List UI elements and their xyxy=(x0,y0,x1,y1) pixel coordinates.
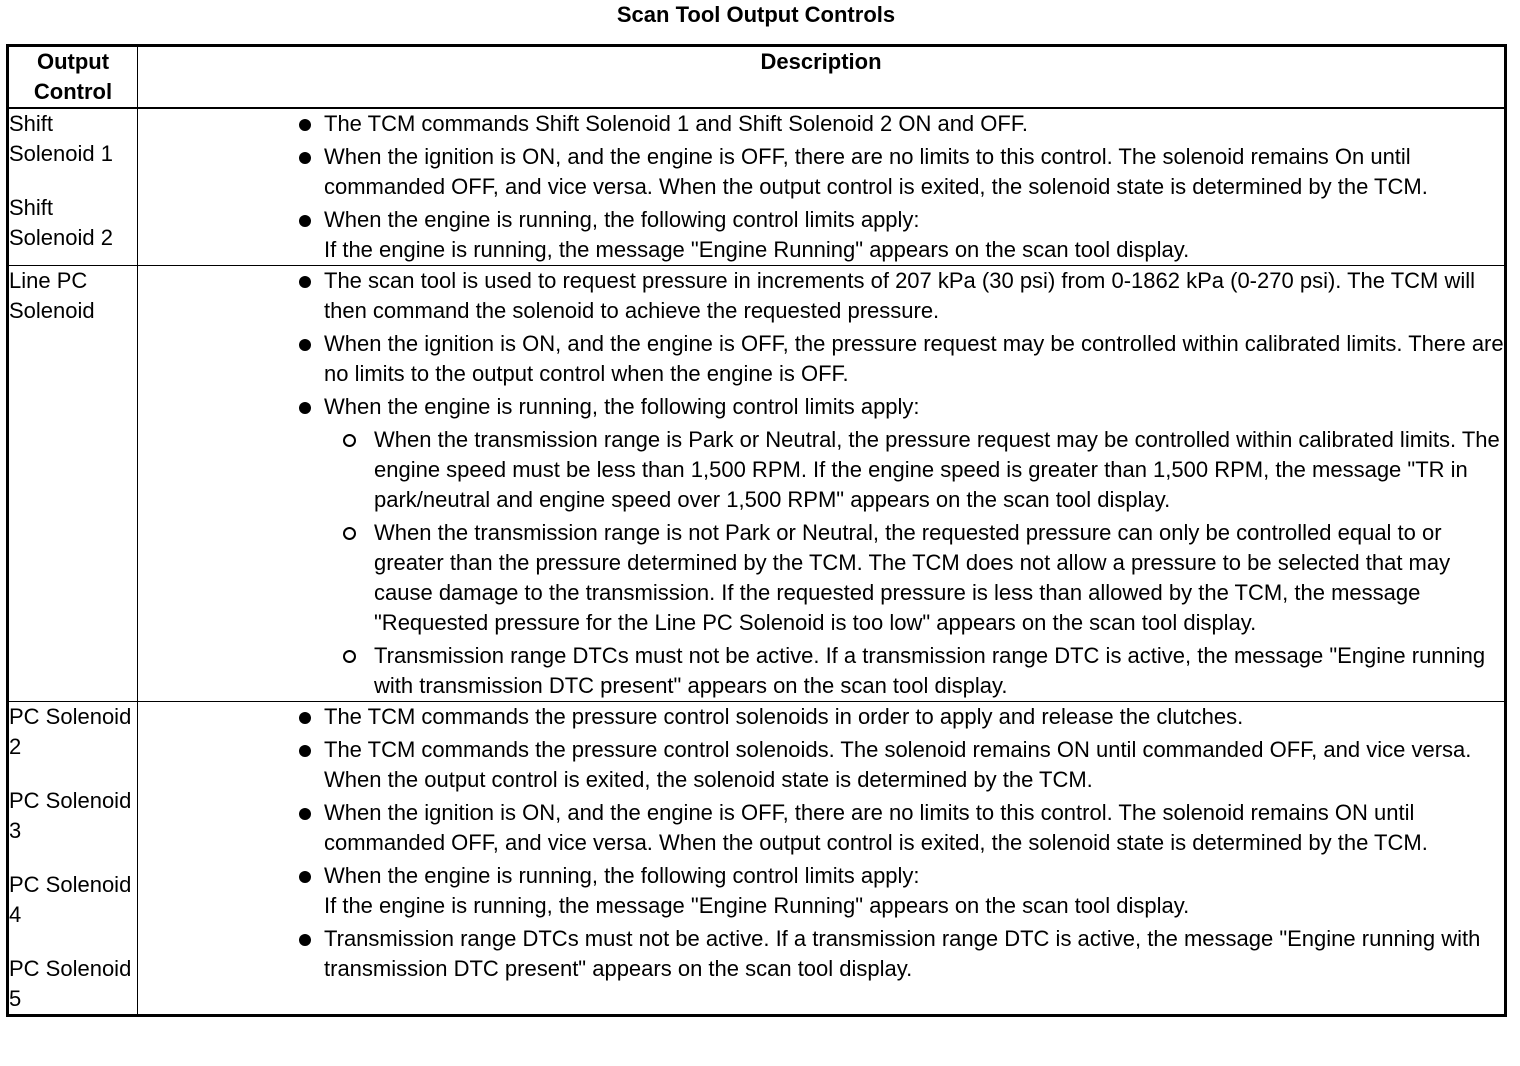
bullet-text: The scan tool is used to request pressure in increments of 207 kPa (30 psi) from 0-1862 kPa (0-270 psi). The TCM will then command the solenoid to achieve the requested pressure. xyxy=(324,268,1476,323)
bullet-text: When the ignition is ON, and the engine is OFF, there are no limits to this control. The solenoid remains ON until commanded OFF, and vice versa. When the output control is exited, the solenoid state is determined by the TCM. xyxy=(324,800,1428,855)
bullet-text: The TCM commands the pressure control solenoids in order to apply and release the clutches. xyxy=(324,704,1244,729)
bullet-dot-icon xyxy=(299,215,311,227)
control-name: Shift Solenoid 2 xyxy=(9,195,113,250)
table-row xyxy=(8,266,1506,702)
header-output-control-line2: Control xyxy=(33,79,113,104)
bullet-item xyxy=(138,205,1504,265)
bullet-ring-icon xyxy=(343,434,356,447)
bullet-item xyxy=(138,266,1504,326)
bullet-item xyxy=(138,798,1504,858)
bullet-dot-icon xyxy=(299,119,311,131)
bullet-item xyxy=(138,735,1504,795)
sub-bullet-list xyxy=(324,425,1504,701)
page-title: Scan Tool Output Controls xyxy=(616,2,896,27)
bullet-list xyxy=(138,266,1504,701)
bullet-dot-icon xyxy=(299,339,311,351)
bullet-dot-icon xyxy=(299,871,311,883)
control-name: Shift Solenoid 1 xyxy=(9,111,113,166)
bullet-dot-icon xyxy=(299,152,311,164)
control-name: Line PC Solenoid xyxy=(9,268,95,323)
bullet-list xyxy=(138,109,1504,265)
bullet-item xyxy=(138,142,1504,202)
sub-bullet-text: Transmission range DTCs must not be active. If a transmission range DTC is active, the message "Engine running with transmission DTC present" appears on the scan tool display. xyxy=(374,643,1486,698)
bullet-text: When the ignition is ON, and the engine is OFF, there are no limits to this control. The solenoid remains On until commanded OFF, and vice versa. When the output control is exited, the solenoid state is determined by the TCM. xyxy=(324,144,1428,199)
bullet-ring-icon xyxy=(343,650,356,663)
bullet-item xyxy=(138,329,1504,389)
header-row xyxy=(8,46,1506,109)
header-output-control-line1: Output xyxy=(36,49,110,74)
control-name: PC Solenoid 3 xyxy=(9,788,132,843)
description-cell xyxy=(138,266,1506,702)
bullet-text: The TCM commands Shift Solenoid 1 and Shift Solenoid 2 ON and OFF. xyxy=(324,111,1028,136)
bullet-text: Transmission range DTCs must not be active. If a transmission range DTC is active, the message "Engine running with transmission DTC present" appears on the scan tool display. xyxy=(324,926,1481,981)
bullet-text: When the engine is running, the following control limits apply: xyxy=(324,863,920,888)
bullet-extra-text: If the engine is running, the message "Engine Running" appears on the scan tool display. xyxy=(324,893,1190,918)
bullet-item xyxy=(138,702,1504,732)
control-name: PC Solenoid 4 xyxy=(9,872,132,927)
output-control-cell xyxy=(8,108,138,266)
bullet-item xyxy=(138,924,1504,984)
sub-bullet-text: When the transmission range is not Park or Neutral, the requested pressure can only be controlled equal to or greater than the pressure determined by the TCM. The TCM does not allow a pressure to be selected that may cause damage to the transmission. If the requested pressure is less than allowed by the TCM, the message "Requested pressure for the Line PC Solenoid is too low" appears on the scan tool display. xyxy=(374,520,1451,635)
bullet-item xyxy=(138,861,1504,921)
bullet-ring-icon xyxy=(343,527,356,540)
bullet-dot-icon xyxy=(299,934,311,946)
control-name: PC Solenoid 2 xyxy=(9,704,132,759)
sub-bullet-item xyxy=(324,518,1504,638)
bullet-dot-icon xyxy=(299,276,311,288)
description-cell xyxy=(138,702,1506,1016)
control-name: PC Solenoid 5 xyxy=(9,956,132,1011)
header-output-control xyxy=(8,46,138,109)
output-control-cell xyxy=(8,702,138,1016)
bullet-dot-icon xyxy=(299,402,311,414)
bullet-text: When the ignition is ON, and the engine is OFF, the pressure request may be controlled within calibrated limits. There are no limits to the output control when the engine is OFF. xyxy=(324,331,1504,386)
table-row xyxy=(8,108,1506,266)
bullet-dot-icon xyxy=(299,745,311,757)
sub-bullet-text: When the transmission range is Park or Neutral, the pressure request may be controlled within calibrated limits. The engine speed must be less than 1,500 RPM. If the engine speed is greater than 1,500 RPM, the message "TR in park/neutral and engine speed over 1,500 RPM" appears on the scan tool display. xyxy=(374,427,1500,512)
bullet-extra-text: If the engine is running, the message "Engine Running" appears on the scan tool display. xyxy=(324,237,1190,262)
bullet-item xyxy=(138,392,1504,701)
output-controls-table xyxy=(6,44,1507,1017)
output-control-cell xyxy=(8,266,138,702)
bullet-item xyxy=(138,109,1504,139)
bullet-dot-icon xyxy=(299,808,311,820)
bullet-text: The TCM commands the pressure control solenoids. The solenoid remains ON until commanded OFF, and vice versa. When the output control is exited, the solenoid state is determined by the TCM. xyxy=(324,737,1472,792)
bullet-dot-icon xyxy=(299,712,311,724)
bullet-list xyxy=(138,702,1504,984)
header-description: Description xyxy=(138,46,1506,109)
sub-bullet-item xyxy=(324,425,1504,515)
bullet-text: When the engine is running, the following control limits apply: xyxy=(324,207,920,232)
table-row xyxy=(8,702,1506,1016)
sub-bullet-item xyxy=(324,641,1504,701)
description-cell xyxy=(138,108,1506,266)
bullet-text: When the engine is running, the following control limits apply: xyxy=(324,394,920,419)
